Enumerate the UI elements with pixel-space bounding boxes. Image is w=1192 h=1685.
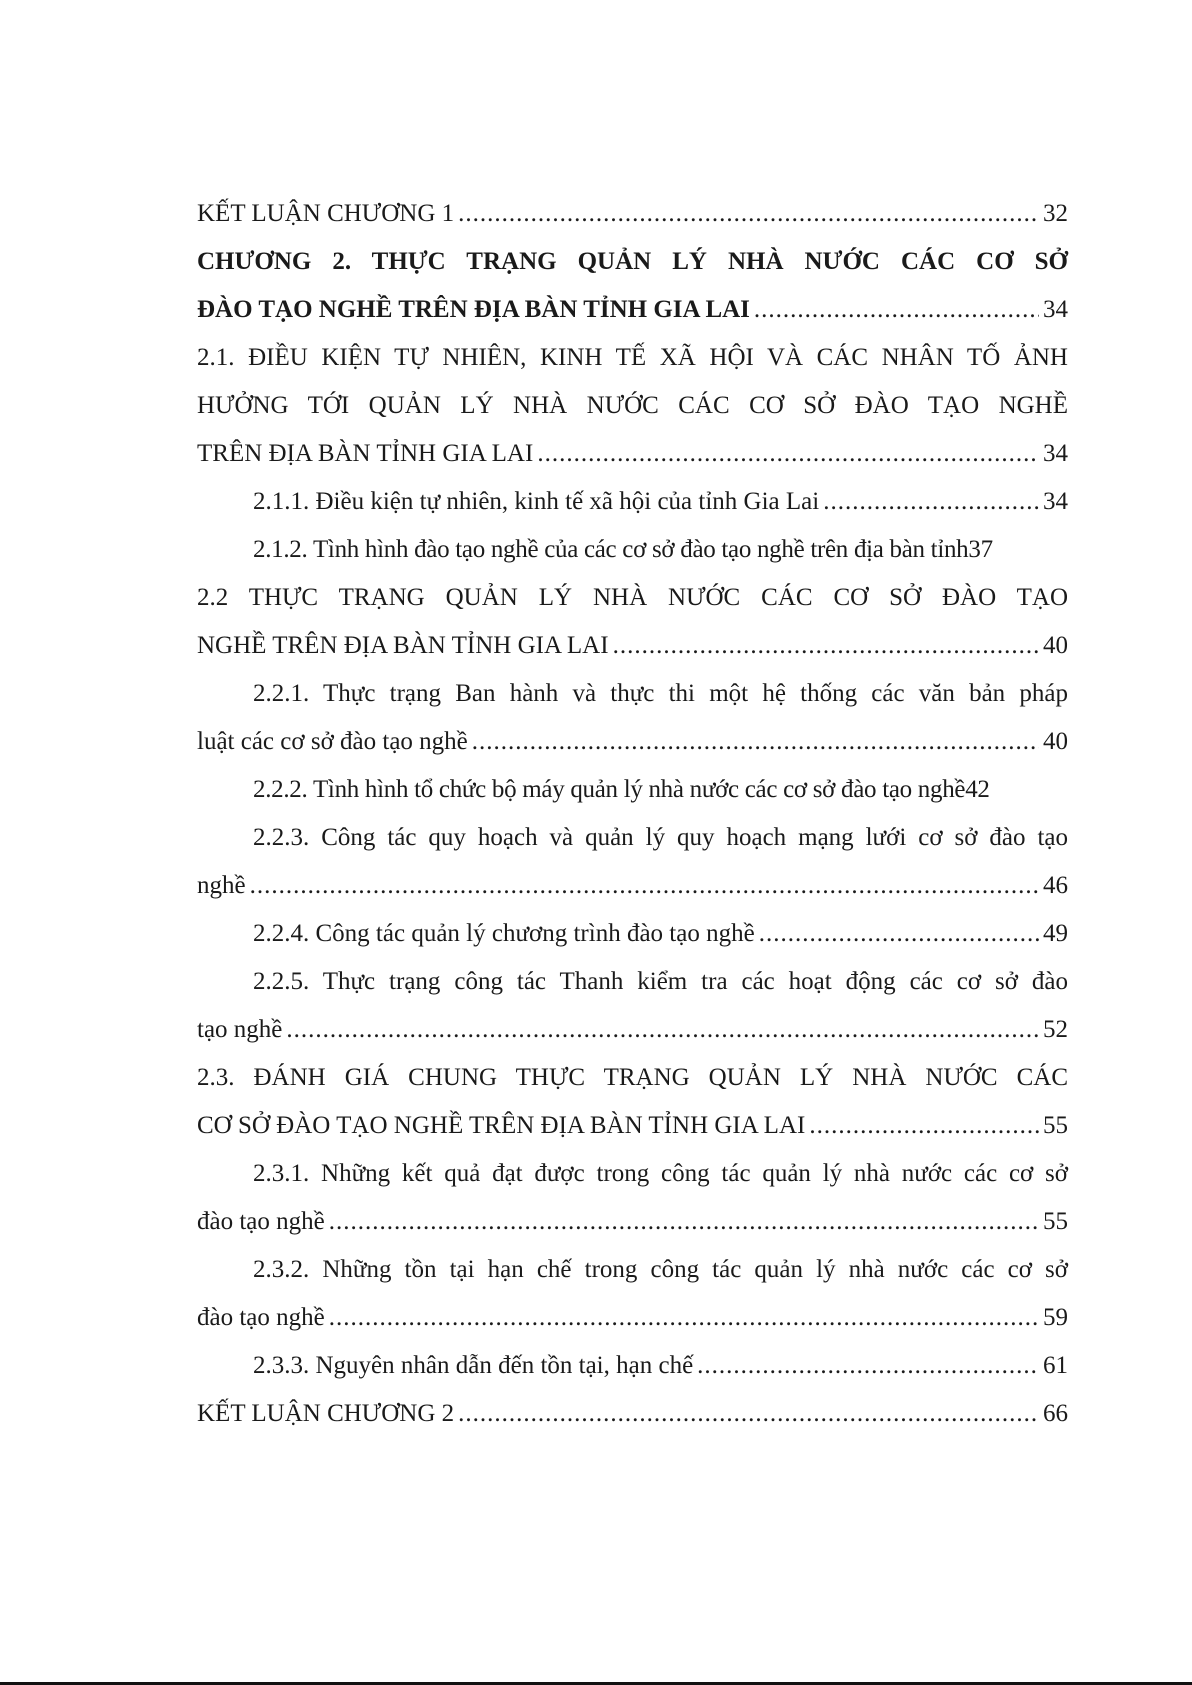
toc-entry-title-line1: 2.2.3. Công tác quy hoạch và quản lý quy hoạch mạng lưới cơ sở đào tạo <box>253 824 1068 851</box>
toc-page-number: 32 <box>1043 200 1068 227</box>
table-of-contents <box>197 190 1068 1438</box>
toc-entry-title: 2.1.2. Tình hình đào tạo nghề của các cơ sở đào tạo nghề trên địa bàn tỉnh <box>253 536 969 563</box>
toc-dot-leader <box>537 430 1039 478</box>
toc-entry-2-2[interactable] <box>197 574 1068 622</box>
toc-entry-2-2-cont[interactable] <box>197 622 1068 670</box>
toc-dot-leader <box>823 478 1039 526</box>
toc-entry-ket-luan-chuong-2[interactable] <box>197 1390 1068 1438</box>
toc-entry-2-3-2-cont[interactable] <box>197 1294 1068 1342</box>
toc-dot-leader <box>759 910 1039 958</box>
toc-entry-2-2-1-cont[interactable] <box>197 718 1068 766</box>
toc-entry-title-line1: 2.2.5. Thực trạng công tác Thanh kiểm tra các hoạt động các cơ sở đào <box>253 968 1068 995</box>
toc-entry-title-line2: đào tạo nghề <box>197 1304 325 1331</box>
toc-page-number: 55 <box>1043 1112 1068 1139</box>
toc-entry-title: 2.1.1. Điều kiện tự nhiên, kinh tế xã hội của tỉnh Gia Lai <box>253 488 820 515</box>
toc-page-number: 66 <box>1043 1400 1068 1427</box>
toc-entry-title: 2.3.3. Nguyên nhân dẫn đến tồn tại, hạn chế <box>253 1352 694 1379</box>
toc-entry-title-line2: luật các cơ sở đào tạo nghề <box>197 728 468 755</box>
toc-entry-2-1-1[interactable] <box>197 478 1068 526</box>
toc-entry-2-2-5-cont[interactable] <box>197 1006 1068 1054</box>
toc-dot-leader <box>613 622 1039 670</box>
toc-entry-2-2-4[interactable] <box>197 910 1068 958</box>
toc-entry-2-2-3-cont[interactable] <box>197 862 1068 910</box>
toc-entry-title: KẾT LUẬN CHƯƠNG 2 <box>197 1400 455 1427</box>
toc-entry-2-2-2[interactable] <box>197 766 1068 814</box>
toc-page-number: 37 <box>968 536 993 563</box>
toc-page-number: 40 <box>1043 632 1068 659</box>
toc-entry-2-2-3[interactable] <box>197 814 1068 862</box>
toc-entry-2-3-2[interactable] <box>197 1246 1068 1294</box>
toc-dot-leader <box>809 1102 1039 1150</box>
toc-page-number: 61 <box>1043 1352 1068 1379</box>
toc-entry-title-line2: NGHỀ TRÊN ĐỊA BÀN TỈNH GIA LAI <box>197 632 609 659</box>
toc-page-number: 52 <box>1043 1016 1068 1043</box>
toc-entry-chuong-2[interactable] <box>197 238 1068 286</box>
toc-entry-2-3-cont[interactable] <box>197 1102 1068 1150</box>
toc-entry-title-line1: 2.2.1. Thực trạng Ban hành và thực thi một hệ thống các văn bản pháp <box>253 680 1068 707</box>
toc-page-number: 34 <box>1043 296 1068 323</box>
toc-entry-2-1-cont[interactable] <box>197 382 1068 430</box>
toc-page-number: 49 <box>1043 920 1068 947</box>
toc-entry-title-line1: 2.2 THỰC TRẠNG QUẢN LÝ NHÀ NƯỚC CÁC CƠ SỞ ĐÀO TẠO <box>197 584 1068 611</box>
toc-entry-title-line1: 2.3. ĐÁNH GIÁ CHUNG THỰC TRẠNG QUẢN LÝ NHÀ NƯỚC CÁC <box>197 1064 1068 1091</box>
toc-entry-2-1-2[interactable] <box>197 526 1068 574</box>
toc-entry-chuong-2-cont[interactable] <box>197 286 1068 334</box>
toc-dot-leader <box>697 1342 1039 1390</box>
toc-entry-2-2-5[interactable] <box>197 958 1068 1006</box>
toc-dot-leader <box>329 1198 1039 1246</box>
toc-entry-ket-luan-chuong-1[interactable] <box>197 190 1068 238</box>
toc-entry-title-line1: CHƯƠNG 2. THỰC TRẠNG QUẢN LÝ NHÀ NƯỚC CÁC CƠ SỞ <box>197 248 1068 275</box>
toc-dot-leader <box>754 286 1039 334</box>
toc-entry-2-3-1-cont[interactable] <box>197 1198 1068 1246</box>
toc-entry-2-1[interactable] <box>197 334 1068 382</box>
toc-dot-leader <box>472 718 1039 766</box>
toc-entry-2-2-1[interactable] <box>197 670 1068 718</box>
toc-entry-2-3-3[interactable] <box>197 1342 1068 1390</box>
toc-dot-leader <box>286 1006 1039 1054</box>
toc-page-number: 34 <box>1043 440 1068 467</box>
toc-entry-2-1-cont2[interactable] <box>197 430 1068 478</box>
toc-entry-title-line1: 2.3.1. Những kết quả đạt được trong công tác quản lý nhà nước các cơ sở <box>253 1160 1068 1187</box>
toc-entry-title-line2: nghề <box>197 872 246 899</box>
toc-page-number: 42 <box>965 776 990 803</box>
toc-entry-title: 2.2.2. Tình hình tổ chức bộ máy quản lý nhà nước các cơ sở đào tạo nghề <box>253 776 966 803</box>
toc-page-number: 34 <box>1043 488 1068 515</box>
toc-entry-title: 2.2.4. Công tác quản lý chương trình đào tạo nghề <box>253 920 755 947</box>
toc-entry-title-line2: CƠ SỞ ĐÀO TẠO NGHỀ TRÊN ĐỊA BÀN TỈNH GIA LAI <box>197 1112 806 1139</box>
toc-dot-leader <box>458 190 1039 238</box>
toc-entry-title-line2: tạo nghề <box>197 1016 283 1043</box>
toc-dot-leader <box>458 1390 1039 1438</box>
toc-page-number: 40 <box>1043 728 1068 755</box>
toc-entry-title-line2: ĐÀO TẠO NGHỀ TRÊN ĐỊA BÀN TỈNH GIA LAI <box>197 296 750 323</box>
toc-entry-2-3-1[interactable] <box>197 1150 1068 1198</box>
toc-dot-leader <box>250 862 1039 910</box>
toc-entry-title-line2: HƯỞNG TỚI QUẢN LÝ NHÀ NƯỚC CÁC CƠ SỞ ĐÀO TẠO NGHỀ <box>197 392 1068 419</box>
toc-entry-title-line1: 2.1. ĐIỀU KIỆN TỰ NHIÊN, KINH TẾ XÃ HỘI VÀ CÁC NHÂN TỐ ẢNH <box>197 344 1068 371</box>
toc-page-number: 55 <box>1043 1208 1068 1235</box>
toc-entry-title: KẾT LUẬN CHƯƠNG 1 <box>197 200 455 227</box>
toc-page-number: 59 <box>1043 1304 1068 1331</box>
toc-entry-title-line3: TRÊN ĐỊA BÀN TỈNH GIA LAI <box>197 440 534 467</box>
toc-entry-title-line1: 2.3.2. Những tồn tại hạn chế trong công tác quản lý nhà nước các cơ sở <box>253 1256 1068 1283</box>
toc-page-number: 46 <box>1043 872 1068 899</box>
toc-dot-leader <box>329 1294 1039 1342</box>
toc-entry-title-line2: đào tạo nghề <box>197 1208 325 1235</box>
toc-entry-2-3[interactable] <box>197 1054 1068 1102</box>
